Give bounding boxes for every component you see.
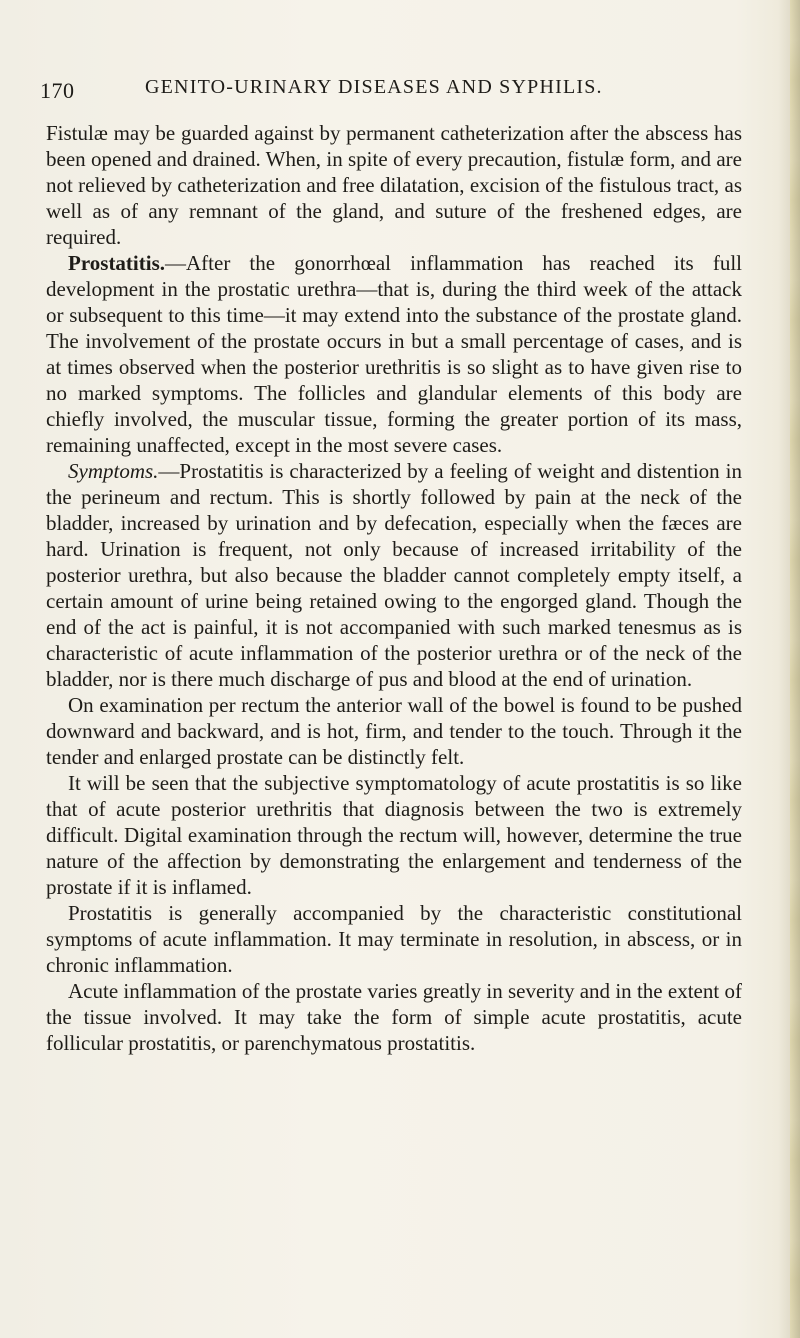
paragraph-diagnosis bbox=[46, 770, 742, 900]
paragraph-text: Prostatitis is generally accompanied by the characteristic constitutional symptoms of acute inflammation. It may terminate in resolution, in abscess, or in chronic inflammation. bbox=[46, 901, 742, 977]
paragraph-fistulae bbox=[46, 120, 742, 250]
paragraph-text: —After the gonorrhœal inflammation has reached its full development in the prostatic urethra—that is, during the third week of the attack or subsequent to this time—it may extend into the substance of the prostate gland. The involvement of the prostate occurs in but a small percentage of cases, and is at times observed when the posterior urethritis is so slight as to have given rise to no marked symptoms. The follicles and glandular elements of this body are chiefly involved, the muscular tissue, forming the greater portion of its mass, remaining unaffected, except in the most severe cases. bbox=[46, 251, 742, 457]
subheading-symptoms: Symptoms. bbox=[68, 459, 159, 483]
paragraph-text: On examination per rectum the anterior wall of the bowel is found to be pushed downward and backward, and is hot, firm, and tender to the touch. Through it the tender and enlarged prostate can be distinctly felt. bbox=[46, 693, 742, 769]
paragraph-symptoms bbox=[46, 458, 742, 692]
paragraph-text: Acute inflammation of the prostate varies greatly in severity and in the extent of the tissue involved. It may take the form of simple acute prostatitis, acute follicular prostatitis, or parenchymatous prostatitis. bbox=[46, 979, 742, 1055]
paragraph-text: It will be seen that the subjective symptomatology of acute prostatitis is so like that of acute posterior urethritis that diagnosis between the two is extremely difficult. Digital examination through the rectum will, however, determine the true nature of the affection by demonstrating the enlargement and tenderness of the prostate if it is inflamed. bbox=[46, 771, 742, 899]
paragraph-prostatitis bbox=[46, 250, 742, 458]
paragraph-text: —Prostatitis is characterized by a feeling of weight and distention in the perineum and rectum. This is shortly followed by pain at the neck of the bladder, increased by urination and by defecation, especially when the fæces are hard. Urination is frequent, not only because of increased irritability of the posterior urethra, but also because the bladder cannot completely empty itself, a certain amount of urine being retained owing to the engorged gland. Though the end of the act is painful, it is not accompanied with such marked tenesmus as is characteristic of acute inflammation of the posterior urethra or of the neck of the bladder, nor is there much discharge of pus and blood at the end of urination. bbox=[46, 459, 742, 691]
body-text bbox=[46, 120, 742, 1056]
paragraph-examination bbox=[46, 692, 742, 770]
page-edge-shadow bbox=[778, 0, 800, 1338]
paragraph-acute-inflammation bbox=[46, 978, 742, 1056]
page-header bbox=[40, 76, 760, 106]
page-number: 170 bbox=[40, 78, 75, 103]
section-heading-prostatitis: Prostatitis. bbox=[68, 251, 166, 275]
running-head: GENITO-URINARY DISEASES AND SYPHILIS. bbox=[145, 76, 603, 98]
paragraph-constitutional bbox=[46, 900, 742, 978]
paragraph-text: Fistulæ may be guarded against by permanent catheterization after the abscess has been opened and drained. When, in spite of every precaution, fistulæ form, and are not relieved by catheterization and free dilatation, excision of the fistulous tract, as well as of any remnant of the gland, and suture of the freshened edges, are required. bbox=[46, 121, 742, 249]
